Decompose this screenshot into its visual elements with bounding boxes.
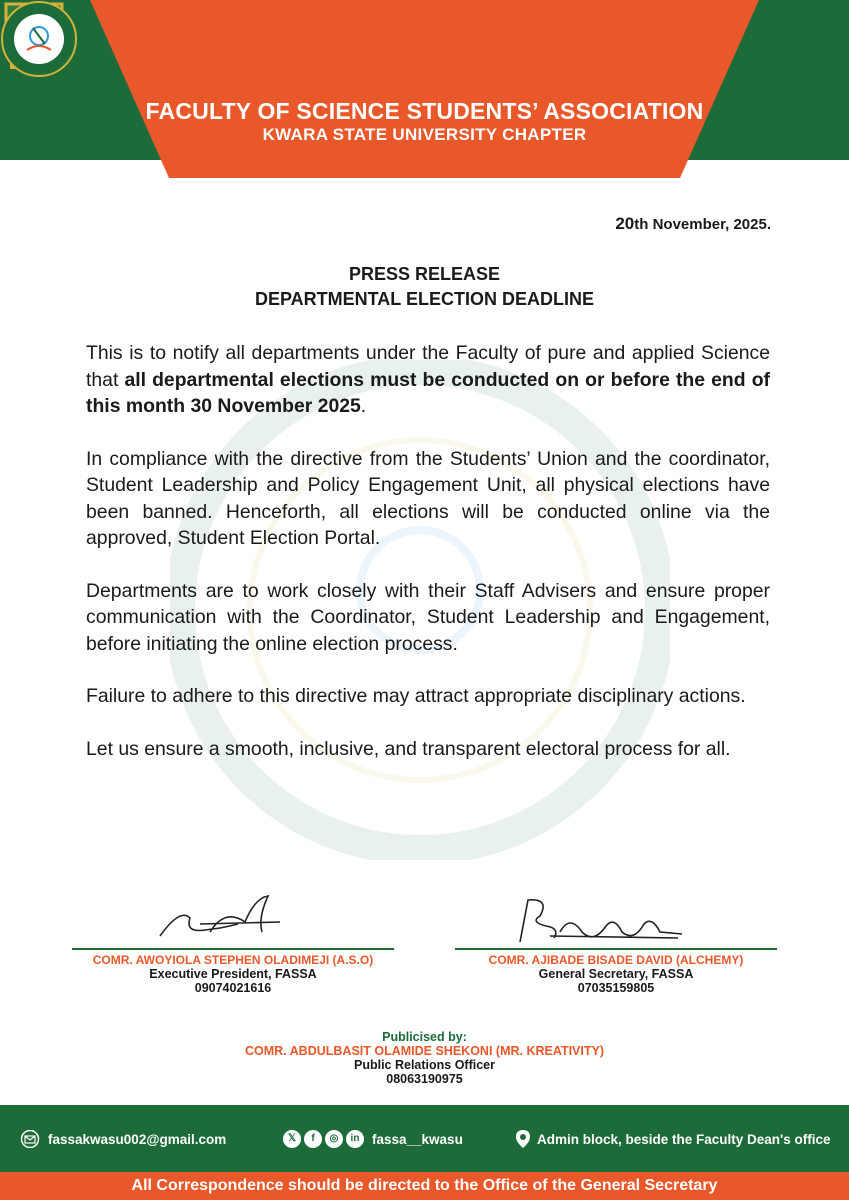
letterhead-header <box>0 0 849 178</box>
location-pin-icon <box>515 1129 531 1149</box>
publicist-name: COMR. ABDULBASIT OLAMIDE SHEKONI (MR. KREATIVITY) <box>244 1044 604 1058</box>
x-icon[interactable]: 𝕏 <box>283 1130 301 1148</box>
publicist-role: Public Relations Officer <box>353 1058 495 1072</box>
facebook-icon[interactable]: f <box>304 1130 322 1148</box>
publicised-label: Publicised by: <box>382 1030 467 1044</box>
signatory-president <box>72 948 394 995</box>
signature-line <box>455 948 777 950</box>
signatory-role: Executive President, FASSA <box>149 967 317 981</box>
footer-email[interactable] <box>20 1128 226 1150</box>
date-day: 20 <box>615 214 635 233</box>
signatory-secretary <box>455 948 777 995</box>
press-release-subject: DEPARTMENTAL ELECTION DEADLINE <box>254 289 594 309</box>
social-handle[interactable]: fassa__kwasu <box>372 1131 463 1147</box>
press-release-label: PRESS RELEASE <box>348 264 501 284</box>
paragraph-2: In compliance with the directive from the Students’ Union and the coordinator, Student Leadership and Policy Engagement Unit, all physical elections have been banned. Henceforth, all elections will be conducted online via the approved, Student Election Portal. <box>86 447 770 549</box>
signatory-role: General Secretary, FASSA <box>538 967 694 981</box>
correspondence-notice: All Correspondence should be directed to the Office of the General Secretary <box>0 1172 849 1200</box>
footer-social <box>283 1128 463 1150</box>
email-icon <box>20 1130 40 1148</box>
press-release-heading <box>0 262 849 312</box>
address-text: Admin block, beside the Faculty Dean's office <box>537 1131 831 1147</box>
paragraph-1-end: . <box>360 395 367 417</box>
paragraph-5: Let us ensure a smooth, inclusive, and transparent electoral process for all. <box>86 737 731 760</box>
paragraph-1 <box>86 340 770 420</box>
email-address[interactable]: fassakwasu002@gmail.com <box>48 1131 227 1147</box>
signature-line <box>72 948 394 950</box>
paragraph-1-intro: This is to notify all departments under the Faculty of pure and applied Science that <box>86 342 770 391</box>
footer-address <box>515 1128 831 1150</box>
paragraph-4: Failure to adhere to this directive may attract appropriate disciplinary actions. <box>86 685 746 707</box>
publicised-by-block <box>0 1030 849 1086</box>
linkedin-icon[interactable]: in <box>346 1130 364 1148</box>
instagram-icon[interactable]: ◎ <box>325 1130 343 1148</box>
signatory-phone: 09074021616 <box>194 981 272 995</box>
publicist-phone: 08063190975 <box>386 1072 463 1086</box>
signatory-phone: 07035159805 <box>577 981 655 995</box>
date-rest: th November, 2025. <box>634 216 771 233</box>
chapter-subtitle: KWARA STATE UNIVERSITY CHAPTER <box>262 125 587 144</box>
signatory-name: COMR. AJIBADE BISADE DAVID (ALCHEMY) <box>488 953 744 967</box>
paragraph-1-emphasis: all departmental elections must be conducted on or before the end of this month 30 November 2025 <box>86 368 770 417</box>
fassa-logo <box>0 0 78 78</box>
secretary-signature <box>510 892 690 952</box>
association-title: FACULTY OF SCIENCE STUDENTS’ ASSOCIATION <box>145 98 704 124</box>
header-background <box>0 0 849 178</box>
paragraph-3: Departments are to work closely with their Staff Advisers and ensure proper communication with the Coordinator, Student Leadership and Engagement, before initiating the online election process. <box>86 579 770 655</box>
president-signature <box>150 888 290 948</box>
press-date <box>615 214 771 234</box>
signatory-name: COMR. AWOYIOLA STEPHEN OLADIMEJI (A.S.O) <box>92 953 374 967</box>
press-body <box>86 340 770 788</box>
